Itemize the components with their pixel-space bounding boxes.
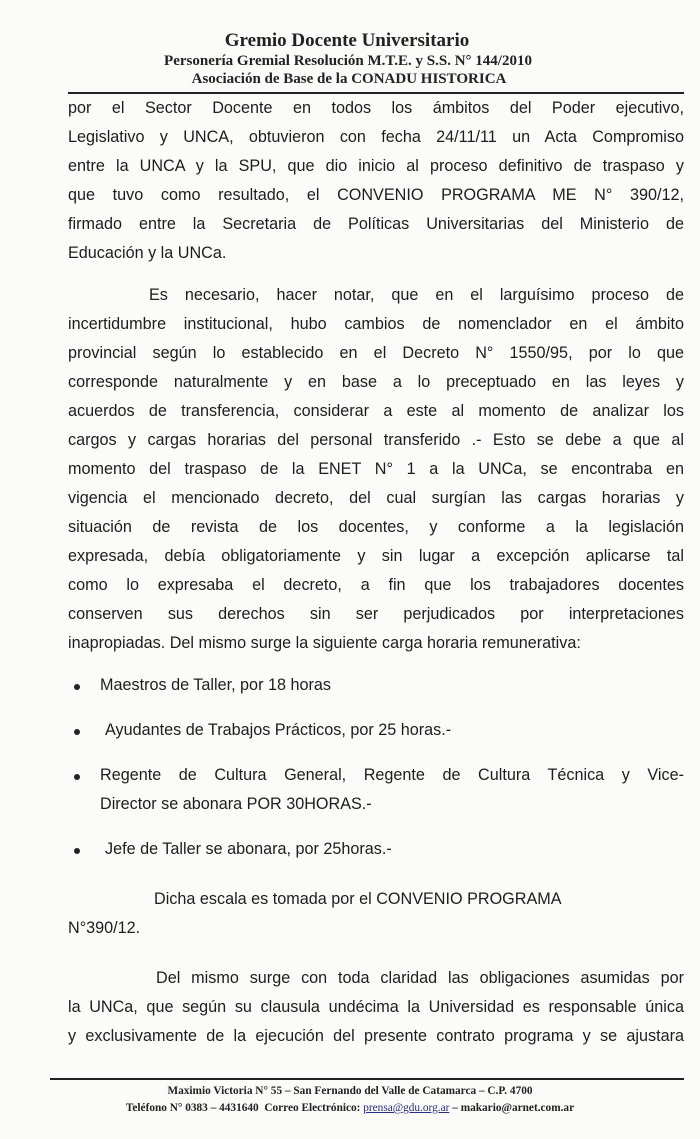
paragraph-2 [68, 281, 684, 658]
list-item-text: Director se abonara POR 30HORAS.- [100, 795, 372, 813]
list-item [68, 835, 684, 864]
text-line: corresponde naturalmente y en base a lo preceptuado en las leyes y [68, 373, 684, 391]
text-line: Dicha escala es tomada por el CONVENIO PROGRAMA [154, 890, 562, 908]
text-line: acuerdos de transferencia, considerar a este al momento de analizar los [68, 402, 684, 420]
paragraph-3 [68, 885, 684, 943]
text-line: Es necesario, hacer notar, que en el larguísimo proceso de [149, 286, 684, 304]
text-line: Educación y la UNCa. [68, 244, 227, 262]
list-item [68, 716, 684, 745]
org-name: Gremio Docente Universitario [224, 30, 470, 51]
footer [0, 1083, 700, 1117]
text-line: momento del traspaso de la ENET N° 1 a la UNCa, se encontraba en [68, 460, 684, 478]
text-line: cargos y cargas horarias del personal transferido .- Esto se debe a que al [68, 431, 684, 449]
list-item [68, 671, 684, 700]
text-line: la UNCa, que según su clausula undécima la Universidad es responsable única [68, 998, 684, 1016]
footer-separator: – [452, 1102, 458, 1114]
list-item-text: Maestros de Taller, por 18 horas [100, 676, 331, 694]
text-line: N°390/12. [68, 919, 141, 937]
list-item-continuation [68, 790, 684, 819]
document-body [68, 94, 684, 1051]
text-line: situación de revista de los docentes, y conforme a la legislación [68, 518, 684, 536]
list-item-text: Ayudantes de Trabajos Prácticos, por 25 horas.- [105, 721, 452, 739]
bullet-icon [74, 848, 80, 854]
text-line: que tuvo como resultado, el CONVENIO PROGRAMA ME N° 390/12, [68, 186, 684, 204]
bullet-icon [74, 684, 80, 690]
bullet-list [68, 671, 684, 864]
email-link-prensa[interactable]: prensa@gdu.org.ar [363, 1102, 450, 1114]
email-makario: makario@arnet.com.ar [460, 1102, 575, 1114]
footer-rule [50, 1078, 684, 1080]
footer-contact [0, 1100, 700, 1117]
text-line: provincial según lo establecido en el Decreto N° 1550/95, por lo que [68, 344, 684, 362]
resolution-line: Personería Gremial Resolución M.T.E. y S.S. N° 144/2010 [164, 53, 532, 69]
paragraph-4 [68, 964, 684, 1051]
text-line: y exclusivamente de la ejecución del presente contrato programa y se ajustara [68, 1027, 684, 1045]
footer-phone: Teléfono N° 0383 – 4431640 [125, 1102, 259, 1114]
text-line: incertidumbre institucional, hubo cambios de nomenclador en el ámbito [68, 315, 684, 333]
paragraph-1 [68, 94, 684, 268]
letterhead [0, 30, 700, 88]
email-label: Correo Electrónico: [264, 1102, 361, 1114]
list-item [68, 761, 684, 790]
bullet-icon [74, 774, 80, 780]
list-item-text: Jefe de Taller se abonara, por 25horas.- [105, 840, 392, 858]
bullet-icon [74, 729, 80, 735]
text-line: expresada, debía obligatoriamente y sin lugar a excepción aplicarse tal [68, 547, 684, 565]
text-line: como lo expresaba el decreto, a fin que los trabajadores docentes [68, 576, 684, 594]
text-line: vigencia el mencionado decreto, del cual surgían las cargas horarias y [68, 489, 684, 507]
text-line: entre la UNCA y la SPU, que dio inicio al proceso definitivo de traspaso y [68, 157, 684, 175]
text-line: firmado entre la Secretaria de Políticas Universitarias del Ministerio de [68, 215, 684, 233]
text-line: por el Sector Docente en todos los ámbitos del Poder ejecutivo, [68, 99, 684, 117]
text-line: Del mismo surge con toda claridad las obligaciones asumidas por [156, 969, 684, 987]
footer-address: Maximio Victoria N° 55 – San Fernando del Valle de Catamarca – C.P. 4700 [167, 1085, 533, 1097]
text-line: conserven sus derechos sin ser perjudicados por interpretaciones [68, 605, 684, 623]
list-item-text: Regente de Cultura General, Regente de Cultura Técnica y Vice- [100, 766, 684, 784]
text-line: Legislativo y UNCA, obtuvieron con fecha 24/11/11 un Acta Compromiso [68, 128, 684, 146]
text-line: inapropiadas. Del mismo surge la siguiente carga horaria remunerativa: [68, 634, 581, 652]
association-line: Asociación de Base de la CONADU HISTORICA [191, 71, 507, 87]
